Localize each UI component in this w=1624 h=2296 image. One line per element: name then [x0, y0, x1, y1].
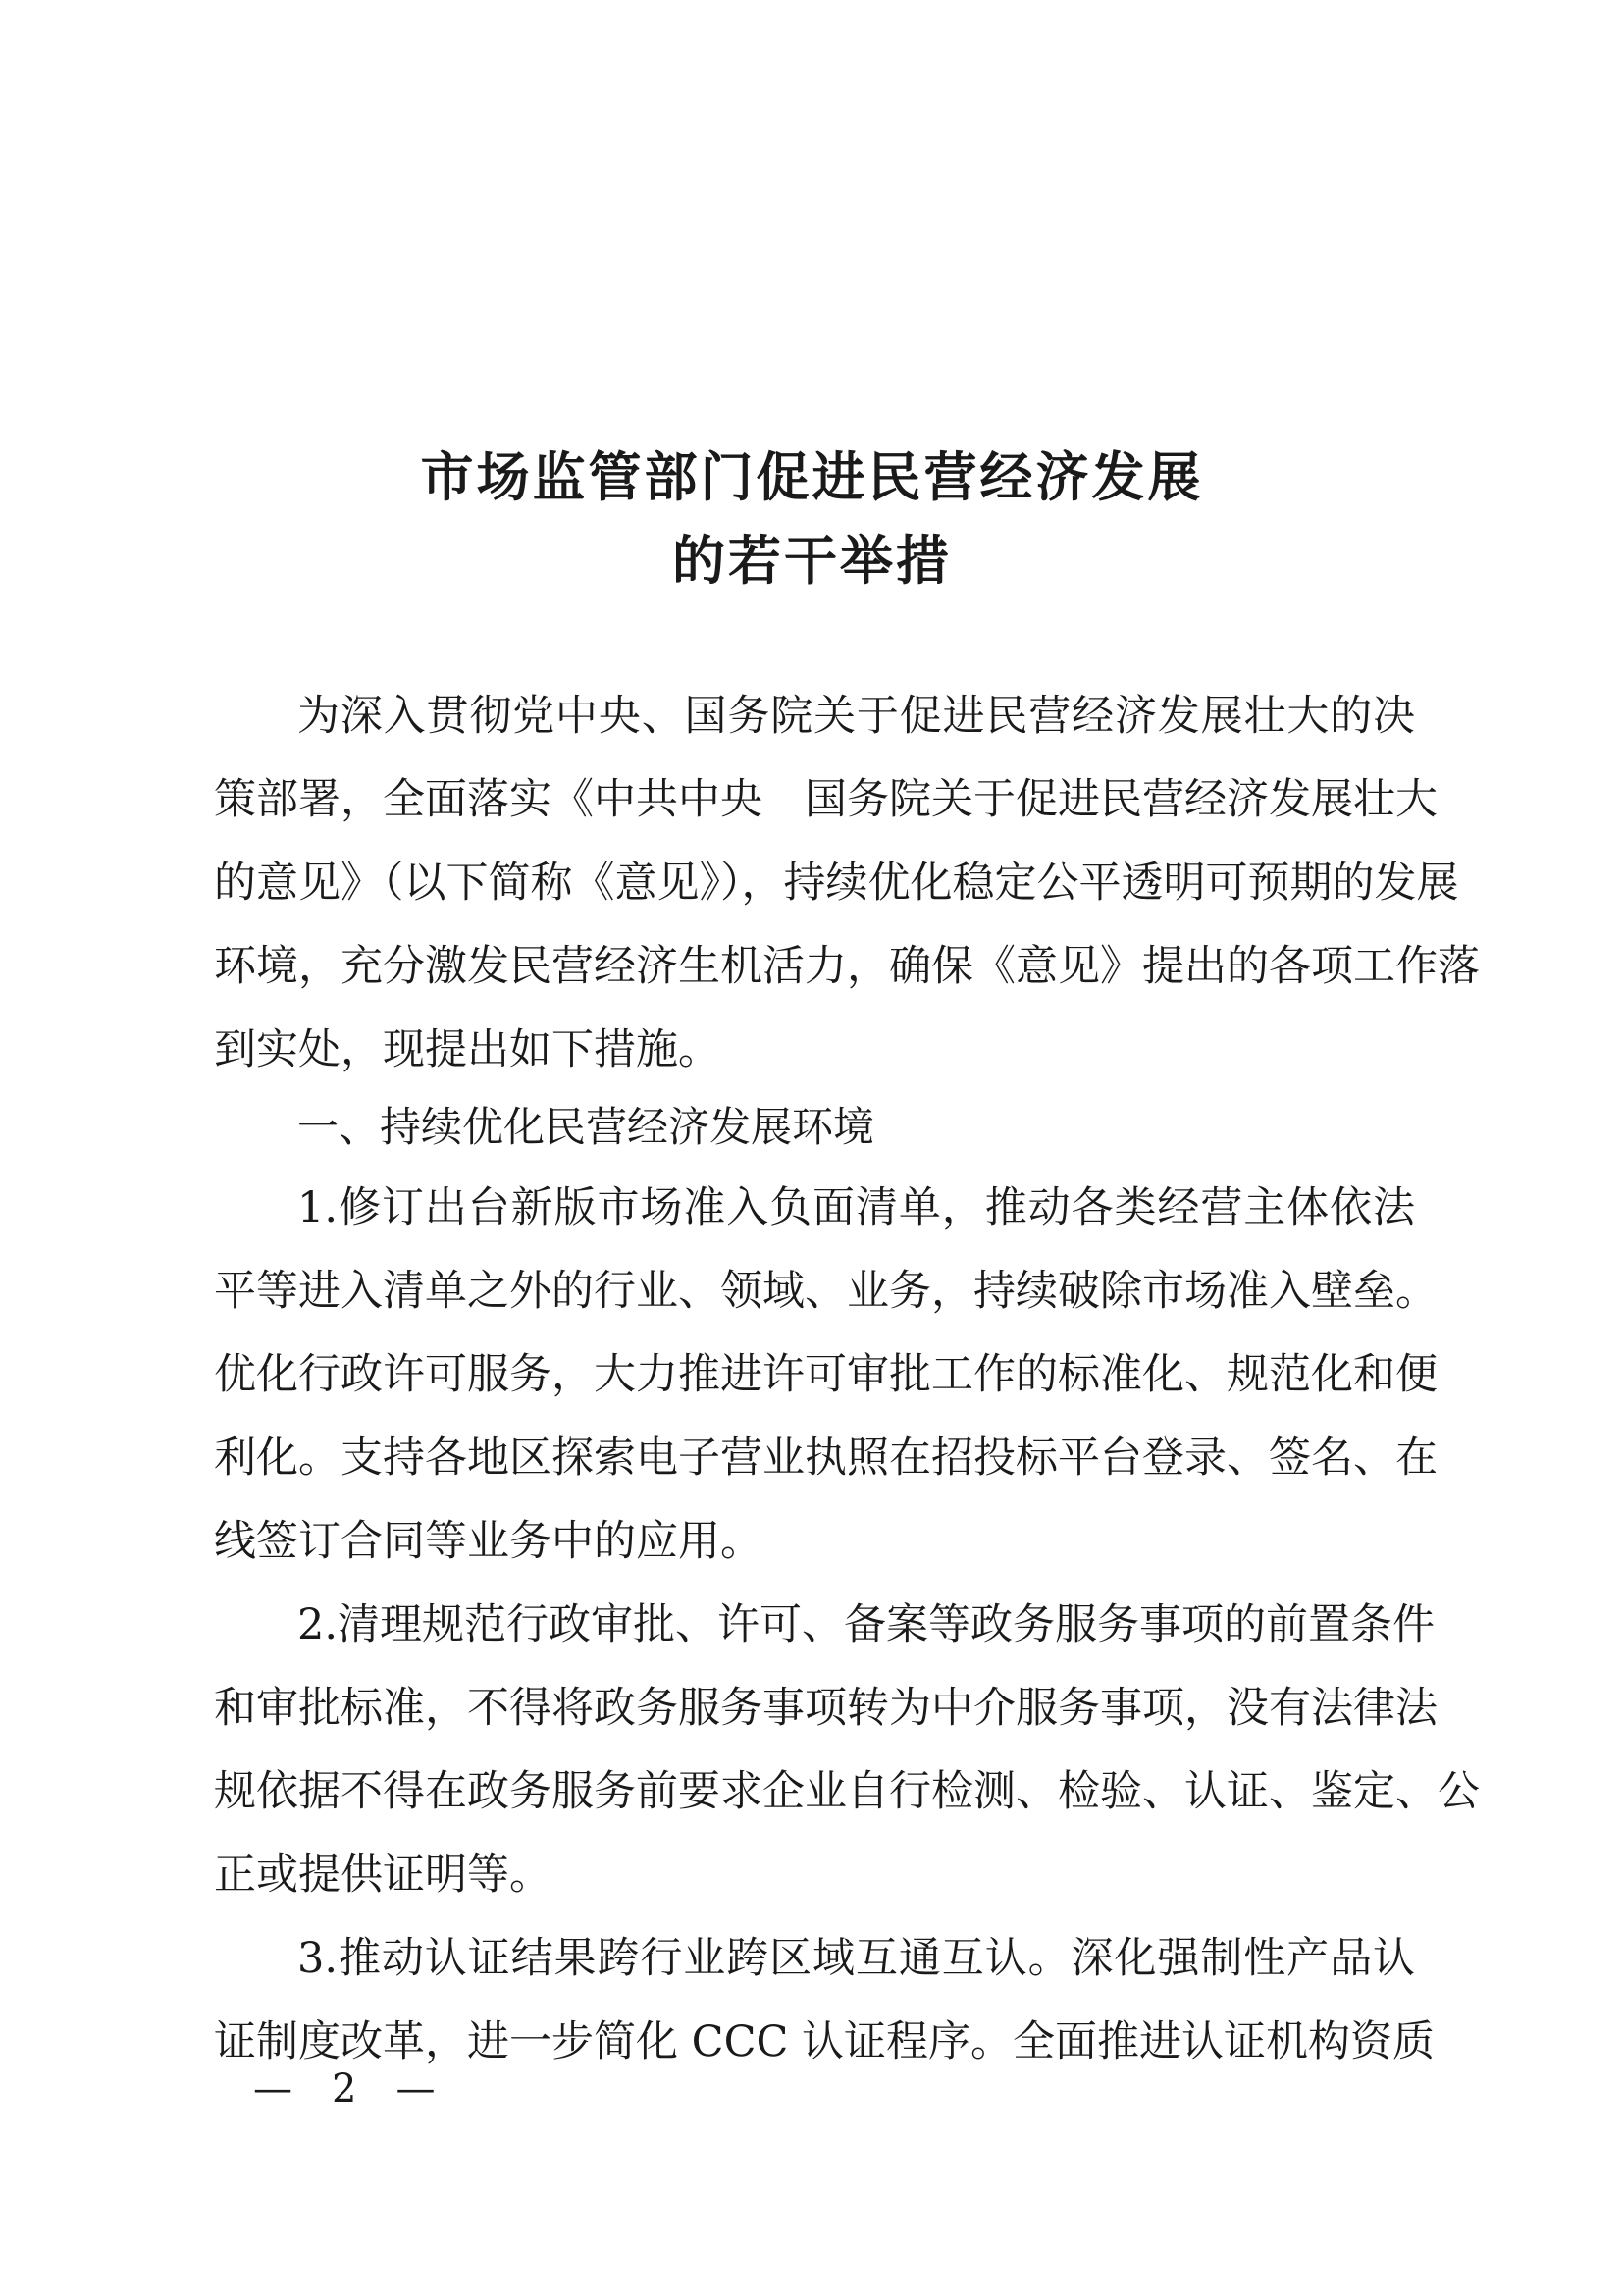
paragraph-line: 规依据不得在政务服务前要求企业自行检测、检验、认证、鉴定、公 [214, 1767, 1480, 1816]
document-title-line-1: 市场监管部门促进民营经济发展 [420, 446, 1204, 508]
paragraph-line: 平等进入清单之外的行业、领域、业务，持续破除市场准入壁垒。 [214, 1267, 1438, 1316]
paragraph-line: 和审批标准，不得将政务服务事项转为中介服务事项，没有法律法 [214, 1684, 1438, 1733]
paragraph-line: 策部署，全面落实《中共中央 国务院关于促进民营经济发展壮大 [214, 775, 1438, 824]
paragraph-line: 线签订合同等业务中的应用。 [214, 1517, 762, 1566]
paragraph-line: 环境，充分激发民营经济生机活力，确保《意见》提出的各项工作落 [214, 942, 1480, 991]
paragraph-line: 到实处，现提出如下措施。 [214, 1025, 720, 1074]
paragraph-line: 1.修订出台新版市场准入负面清单，推动各类经营主体依法 [297, 1183, 1415, 1232]
paragraph-line: 为深入贯彻党中央、国务院关于促进民营经济发展壮大的决 [297, 692, 1415, 741]
paragraph-line: 3.推动认证结果跨行业跨区域互通互认。深化强制性产品认 [297, 1934, 1415, 1983]
section-heading: 一、持续优化民营经济发展环境 [297, 1103, 875, 1151]
paragraph-line: 正或提供证明等。 [214, 1851, 551, 1900]
paragraph-line: 利化。支持各地区探索电子营业执照在招投标平台登录、签名、在 [214, 1434, 1438, 1483]
document-title-line-2: 的若干举措 [672, 530, 952, 592]
paragraph-line: 的意见》（以下简称《意见》），持续优化稳定公平透明可预期的发展 [214, 859, 1459, 908]
paragraph-line: 优化行政许可服务，大力推进许可审批工作的标准化、规范化和便 [214, 1350, 1438, 1399]
paragraph-line: 2.清理规范行政审批、许可、备案等政务服务事项的前置条件 [297, 1600, 1436, 1649]
paragraph-line: 证制度改革，进一步简化 CCC 认证程序。全面推进认证机构资质 [214, 2017, 1436, 2066]
page-number: — 2 — [253, 2066, 436, 2112]
